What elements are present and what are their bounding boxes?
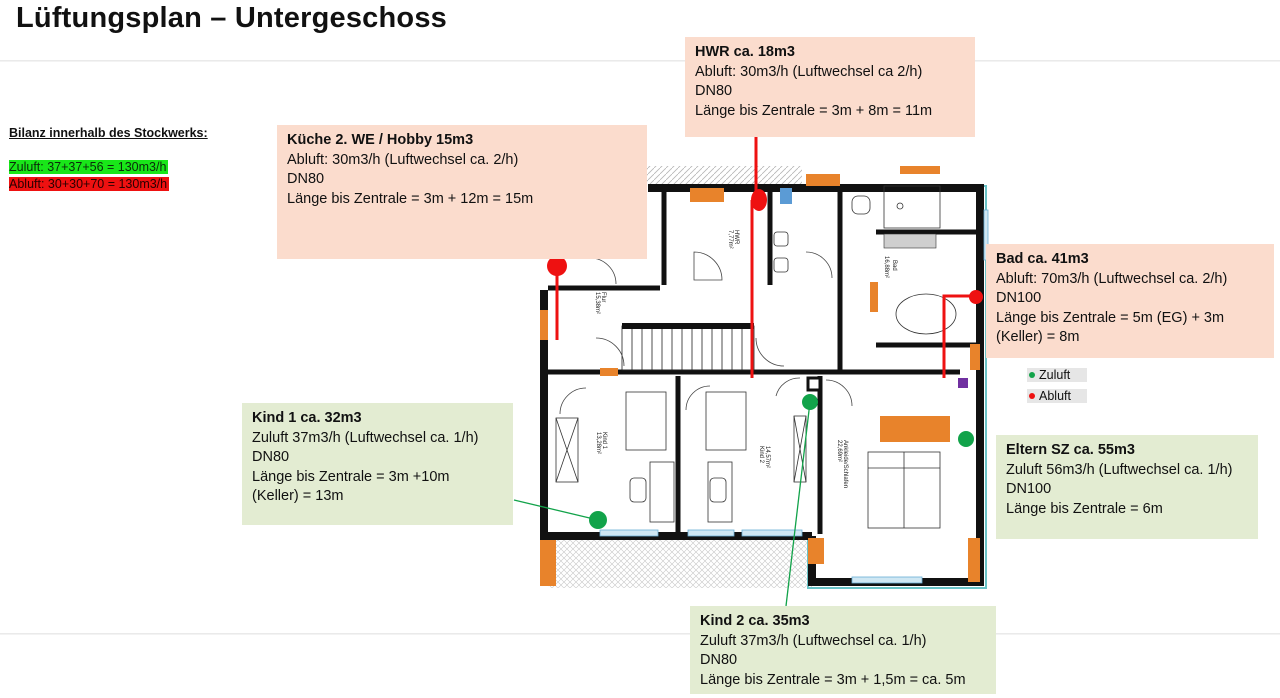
callout-kind2-title: Kind 2 ca. 35m3	[700, 613, 810, 629]
callout-kind1-line: (Keller) = 13m	[252, 488, 344, 504]
plan-label-bad: Bad	[891, 260, 897, 271]
callout-bad-title: Bad ca. 41m3	[996, 251, 1089, 267]
callout-hwr-line: Länge bis Zentrale = 3m + 8m = 11m	[695, 102, 933, 119]
svg-text:14,57m²	[764, 446, 770, 468]
callout-eltern-line: Zuluft 56m3/h (Luftwechsel ca. 1/h)	[1006, 461, 1233, 478]
abluft-point-kueche	[547, 256, 567, 276]
callout-hwr-line: DN80	[695, 83, 733, 99]
abluft-dot-icon	[1029, 393, 1035, 399]
svg-text:22,69m²	[836, 440, 842, 462]
plan-label-ankleide: Ankleide/Schlafen	[842, 440, 848, 489]
abluft-point-bad	[969, 290, 983, 304]
windows	[600, 210, 988, 583]
callout-kueche-line: Abluft: 30m3/h (Luftwechsel ca. 2/h)	[287, 151, 519, 168]
zuluft-point-kind2	[802, 394, 818, 410]
callout-kind1-title: Kind 1 ca. 32m3	[252, 410, 362, 426]
staircase	[622, 326, 754, 370]
callout-kueche-line: Länge bis Zentrale = 3m + 12m = 15m	[287, 190, 534, 207]
svg-text:15,38m²	[594, 292, 600, 314]
plan-label-flur-area: 15,38m²	[594, 292, 600, 315]
plan-label-kind1: Kind 1	[601, 432, 607, 450]
plan-label-kind1-area: 13,28m²	[595, 432, 601, 455]
callout-bad	[986, 244, 1274, 358]
plan-label-bad-area: 16,88m²	[883, 256, 889, 279]
svg-text:Bad	[891, 260, 897, 271]
callout-eltern	[996, 435, 1258, 539]
callout-kind1-line: DN80	[252, 449, 290, 465]
zuluft-point-kind1	[589, 511, 607, 529]
plan-room-labels	[594, 230, 897, 488]
callout-kind1-line: Länge bis Zentrale = 3m +10m	[252, 468, 450, 485]
callout-hwr-title: HWR ca. 18m3	[695, 44, 795, 60]
plan-label-kind2: Kind 2	[758, 446, 764, 464]
callout-bad-line: (Keller) = 8m	[996, 329, 1080, 345]
plan-label-kind2-area: 14,57m²	[764, 446, 770, 469]
svg-text:13,28m²	[595, 432, 601, 454]
page-title: Lüftungsplan – Untergeschoss	[16, 2, 447, 34]
callout-bad-line: Länge bis Zentrale = 5m (EG) + 3m	[996, 309, 1225, 326]
callout-bad-line: Abluft: 70m3/h (Luftwechsel ca. 2/h)	[996, 270, 1228, 287]
bilanz-heading: Bilanz innerhalb des Stockwerks:	[9, 126, 208, 140]
callout-hwr-line: Abluft: 30m3/h (Luftwechsel ca 2/h)	[695, 63, 923, 80]
plan-label-ankleide-area: 22,69m²	[836, 440, 842, 463]
callout-kueche-title: Küche 2. WE / Hobby 15m3	[287, 132, 474, 148]
bilanz-zuluft: Zuluft: 37+37+56 = 130m3/h	[9, 160, 167, 174]
zuluft-point-eltern	[958, 431, 974, 447]
legend-abluft	[1027, 389, 1087, 403]
callout-kind2-line: Länge bis Zentrale = 3m + 1,5m = ca. 5m	[700, 671, 966, 688]
balcony-hatch	[640, 166, 802, 184]
callout-eltern-line: Länge bis Zentrale = 6m	[1006, 500, 1163, 517]
callout-hwr	[685, 37, 975, 137]
legend-zuluft	[1027, 368, 1087, 382]
callout-kind2-line: Zuluft 37m3/h (Luftwechsel ca. 1/h)	[700, 632, 927, 649]
callout-eltern-line: DN100	[1006, 481, 1052, 497]
zuluft-dot-icon	[1029, 372, 1035, 378]
callout-kind1-line: Zuluft 37m3/h (Luftwechsel ca. 1/h)	[252, 429, 479, 446]
svg-text:16,88m²	[883, 256, 889, 278]
legend-abluft-label: Abluft	[1039, 389, 1071, 403]
callout-kind2-line: DN80	[700, 652, 738, 668]
terrace-area	[548, 540, 812, 588]
callout-kueche	[277, 125, 647, 259]
callout-eltern-title: Eltern SZ ca. 55m3	[1006, 442, 1135, 458]
svg-text:7,77m²	[727, 230, 733, 249]
hwr-fixture	[780, 188, 792, 204]
svg-text:Kind 2	[758, 446, 764, 464]
bilanz-abluft: Abluft: 30+30+70 = 130m3/h	[9, 177, 168, 191]
callout-kind2	[690, 606, 996, 694]
callout-kueche-line: DN80	[287, 171, 325, 187]
plan-label-hwr-area: 7,77m²	[727, 230, 733, 249]
plan-label-flur: Flur	[600, 292, 606, 303]
abluft-point-hwr	[751, 189, 767, 211]
callout-kind1	[242, 403, 513, 525]
legend-zuluft-label: Zuluft	[1039, 368, 1071, 382]
callout-bad-line: DN100	[996, 290, 1042, 306]
purple-marker	[958, 378, 968, 388]
plan-label-hwr: HWR	[733, 230, 739, 245]
